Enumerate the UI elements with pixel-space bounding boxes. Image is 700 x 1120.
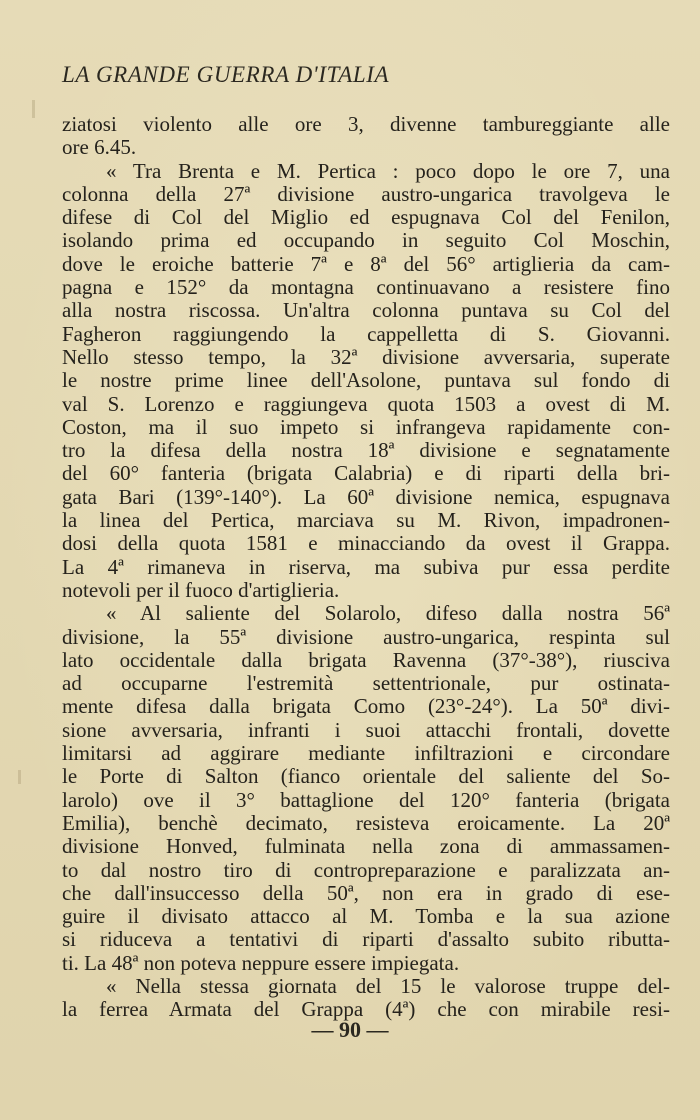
text-line: Coston, ma il suo impeto si infrangeva rapidamente con- [62, 414, 670, 439]
text-line: tro la difesa della nostra 18ª divisione e segnatamente [62, 438, 670, 463]
text-line: che dall'insuccesso della 50ª, non era in grado di ese- [62, 880, 670, 905]
text-line: « Tra Brenta e M. Pertica : poco dopo le ore 7, una [106, 158, 670, 183]
text-line: Nello stesso tempo, la 32ª divisione avversaria, superate [62, 344, 670, 369]
text-line: le nostre prime linee dell'Asolone, puntava sul fondo di [62, 368, 670, 393]
text-line: dove le eroiche batterie 7ª e 8ª del 56° artiglieria da cam- [62, 251, 670, 276]
text-line: del 60° fanteria (brigata Calabria) e di riparti della bri- [62, 461, 670, 486]
text-line: divisione, la 55ª divisione austro-ungarica, respinta sul [62, 624, 670, 649]
text-line: to dal nostro tiro di contropreparazione e paralizzata an- [62, 857, 670, 882]
text-line: val S. Lorenzo e raggiungeva quota 1503 a ovest di M. [62, 391, 670, 416]
text-line: si riduceva a tentativi di riparti d'assalto subito ributta- [62, 927, 670, 952]
text-line: la linea del Pertica, marciava su M. Rivon, impadronen- [62, 508, 670, 533]
text-line: Fagheron raggiungendo la cappelletta di S. Giovanni. [62, 321, 670, 346]
text-line: ziatosi violento alle ore 3, divenne tambureggiante alle [62, 112, 670, 136]
text-line: larolo) ove il 3° battaglione del 120° fanteria (brigata [62, 787, 670, 812]
text-line: Emilia), benchè decimato, resisteva eroicamente. La 20ª [62, 810, 670, 835]
text-line: sione avversaria, infranti i suoi attacchi frontali, dovette [62, 717, 670, 742]
text-line: notevoli per il fuoco d'artiglieria. [62, 577, 340, 602]
running-title: LA GRANDE GUERRA D'ITALIA [62, 62, 390, 87]
text-line: difese di Col del Miglio ed espugnava Col del Fenilon, [62, 205, 670, 230]
text-line: ore 6.45. [62, 135, 137, 160]
text-line: dosi della quota 1581 e minacciando da ovest il Grappa. [62, 531, 670, 556]
text-line: gata Bari (139°-140°). La 60ª divisione nemica, espugnava [62, 484, 670, 509]
text-line: pagna e 152° da montagna continuavano a resistere fino [62, 275, 670, 300]
text-line: la ferrea Armata del Grappa (4ª) che con mirabile resi- [62, 997, 670, 1022]
text-line: divisione Honved, fulminata nella zona di ammassamen- [62, 834, 670, 859]
text-line: ti. La 48ª non poteva neppure essere impiegata. [62, 950, 460, 975]
page-number: — 90 — [311, 1017, 389, 1042]
text-line: le Porte di Salton (fianco orientale del saliente del So- [62, 764, 670, 789]
scan-smudge [32, 100, 35, 118]
text-line: limitarsi ad aggirare mediante infiltrazioni e circondare [62, 741, 670, 766]
text-line: « Al saliente del Solarolo, difeso dalla nostra 56ª [106, 601, 670, 626]
text-line: mente difesa dalla brigata Como (23°-24°). La 50ª divi- [62, 694, 670, 719]
text-line: La 4ª rimaneva in riserva, ma subiva pur essa perdite [62, 554, 670, 579]
text-line: « Nella stessa giornata del 15 le valorose truppe del- [106, 973, 670, 998]
text-line: ad occuparne l'estremità settentrionale, pur ostinata- [62, 671, 670, 696]
text-line: alla nostra riscossa. Un'altra colonna puntava su Col del [62, 298, 670, 323]
text-line: isolando prima ed occupando in seguito Col Moschin, [62, 228, 670, 253]
text-line: colonna della 27ª divisione austro-ungarica travolgeva le [62, 181, 670, 206]
text-line: lato occidentale dalla brigata Ravenna (37°-38°), riusciva [62, 647, 670, 672]
body-text [62, 113, 670, 1022]
scan-smudge [18, 770, 21, 784]
text-line: guire il divisato attacco al M. Tomba e la sua azione [62, 904, 670, 929]
